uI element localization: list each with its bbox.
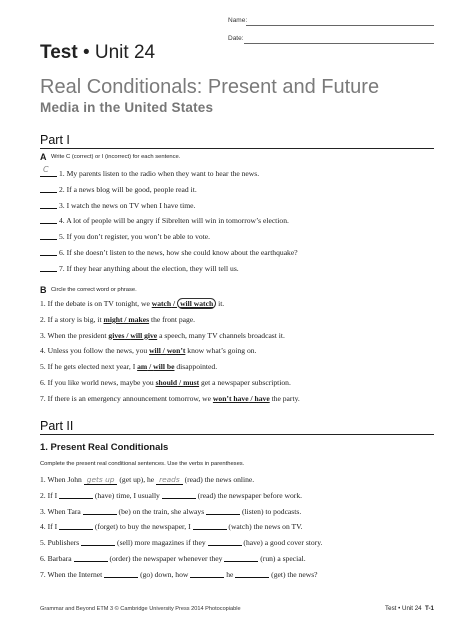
choice-option-2[interactable]: will give — [130, 330, 158, 340]
item-text-after: know what’s going on. — [185, 346, 257, 356]
item-text-b: (go) down, how — [138, 569, 191, 579]
item-text-a: If I — [47, 490, 59, 500]
item-number: 5. — [40, 538, 46, 548]
answer-mark: C — [43, 165, 49, 174]
choice-option-2[interactable]: must — [183, 378, 200, 387]
item-text: If she doesn’t listen to the news, how she could know about the earthquake? — [66, 248, 298, 257]
answer-field-3[interactable] — [235, 570, 269, 578]
item-text-b: (forget) to buy the newspaper, I — [93, 522, 193, 532]
page-number: T-1 — [425, 605, 434, 612]
item-number: 3. — [59, 200, 65, 210]
statement-item — [40, 263, 239, 274]
answer-field-2[interactable]: reads — [156, 476, 183, 485]
choice-option-1[interactable]: watch — [151, 299, 172, 308]
answer-blank[interactable] — [40, 165, 57, 177]
item-text: My parents listen to the radio when they want to hear the news. — [66, 169, 260, 178]
item-text-a: Barbara — [47, 554, 74, 563]
choice-item — [40, 299, 224, 309]
choice-option-2[interactable]: makes — [128, 314, 150, 324]
choice-item — [40, 315, 195, 325]
item-text-c: (run) a special. — [258, 554, 306, 563]
item-text-a: When the Internet — [47, 569, 105, 579]
statement-item — [40, 231, 210, 242]
item-text-b: (be) on the train, she always — [116, 506, 207, 516]
statement-item — [40, 200, 195, 211]
item-number: 4. — [40, 346, 46, 356]
item-number: 5. — [59, 232, 65, 242]
part-1-rule — [40, 148, 434, 149]
choice-option-2[interactable]: will watch — [177, 298, 216, 309]
item-text-before: If the debate is on TV tonight, we — [47, 299, 152, 308]
item-text-before: If you like world news, maybe you — [47, 378, 156, 387]
answer-field-2[interactable] — [224, 554, 258, 562]
item-number: 2. — [40, 314, 46, 324]
item-text: If you don’t register, you won’t be able to vote. — [66, 232, 211, 242]
section-b-letter: B — [40, 285, 47, 295]
footer-page — [385, 605, 434, 612]
item-text-a: When John — [47, 475, 84, 484]
item-number: 6. — [59, 248, 65, 257]
item-number: 7. — [40, 393, 46, 403]
choice-item — [40, 394, 300, 404]
choice-separator: / — [160, 346, 167, 356]
item-number: 2. — [59, 184, 65, 194]
choice-separator: / — [177, 378, 184, 387]
fill-in-item — [40, 475, 254, 485]
section-b-instruction: Circle the correct word or phrase. — [51, 287, 137, 293]
page-title: Real Conditionals: Present and Future — [40, 76, 380, 98]
answer-blank[interactable] — [40, 247, 57, 256]
item-text-c: he — [224, 569, 236, 579]
section-a-letter: A — [40, 152, 47, 162]
choice-item — [40, 378, 291, 388]
part-2-instruction: Complete the present real conditional sentences. Use the verbs in parentheses. — [40, 461, 245, 467]
item-text-c: (read) the news online. — [182, 475, 255, 484]
choice-option-1[interactable]: might — [103, 314, 123, 324]
item-text-before: Unless you follow the news, you — [47, 346, 150, 356]
item-number: 3. — [40, 330, 46, 340]
test-word: Test — [40, 42, 78, 63]
answer-field-1[interactable] — [104, 570, 138, 578]
statement-item — [40, 247, 298, 258]
answer-field-2[interactable] — [206, 507, 240, 515]
item-text-before: When the president — [47, 330, 109, 340]
answer-blank[interactable] — [40, 200, 57, 209]
item-number: 7. — [40, 569, 46, 579]
item-text-after: get a newspaper subscription. — [199, 378, 291, 387]
choice-item — [40, 346, 256, 356]
answer-field-2[interactable] — [162, 491, 196, 499]
answer-field-1[interactable] — [81, 538, 115, 546]
item-text-b: (get up), he — [117, 475, 157, 484]
item-text-a: Publishers — [47, 538, 82, 548]
page-subtitle: Media in the United States — [40, 100, 214, 115]
date-label: Date: — [228, 35, 244, 42]
item-text-after: a speech, many TV channels broadcast it. — [157, 330, 285, 340]
item-number: 2. — [40, 490, 46, 500]
item-text-b: (have) time, I usually — [93, 490, 162, 500]
fill-in-item — [40, 522, 303, 532]
item-number: 6. — [40, 554, 46, 563]
choice-item — [40, 331, 285, 341]
part-2-rule — [40, 434, 434, 435]
choice-option-1[interactable]: will — [149, 346, 161, 356]
choice-separator: / — [124, 330, 131, 340]
statement-item — [40, 215, 289, 226]
item-text-b: (sell) more magazines if they — [115, 538, 208, 548]
name-line — [246, 25, 434, 26]
item-text-before: If there is an emergency announcement tomorrow, we — [47, 393, 213, 403]
answer-field-1[interactable] — [74, 554, 108, 562]
fill-in-item — [40, 570, 318, 580]
part-2-heading: Part II — [40, 419, 74, 433]
item-text: A lot of people will be angry if Sibrelten will win in tomorrow’s election. — [66, 216, 289, 226]
choice-item — [40, 362, 217, 372]
item-number: 3. — [40, 506, 46, 516]
fill-in-item — [40, 507, 301, 517]
item-text-before: If a story is big, it — [47, 314, 104, 324]
choice-separator: / — [147, 362, 154, 372]
choice-option-1[interactable]: am — [137, 362, 148, 372]
item-number: 1. — [40, 475, 46, 484]
item-number: 4. — [40, 522, 46, 532]
item-text-c: (read) the newspaper before work. — [195, 490, 303, 500]
unit-label: Unit 24 — [94, 42, 156, 63]
item-text-after: the party. — [269, 393, 300, 403]
item-text-b: (order) the newspaper whenever they — [107, 554, 225, 563]
item-number: 4. — [59, 216, 65, 226]
answer-field-1[interactable] — [83, 507, 117, 515]
item-number: 1. — [40, 299, 46, 308]
choice-option-2[interactable]: won’t — [166, 346, 186, 356]
choice-separator: / — [122, 314, 129, 324]
answer-field-1[interactable]: gets up — [84, 476, 118, 485]
item-text-c: (watch) the news on TV. — [226, 522, 303, 532]
item-text-a: If I — [47, 522, 59, 532]
test-title: Test • Unit 24 — [40, 42, 156, 63]
choice-option-2[interactable]: will be — [153, 362, 175, 372]
choice-option-2[interactable]: have — [254, 393, 270, 403]
statement-item — [40, 165, 260, 179]
answer-blank[interactable] — [40, 184, 57, 193]
item-number: 5. — [40, 362, 46, 372]
choice-option-1[interactable]: gives — [108, 330, 125, 340]
item-number: 6. — [40, 378, 46, 387]
item-text-after: disappointed. — [174, 362, 218, 372]
choice-separator: / — [248, 393, 255, 403]
item-text-a: When Tara — [47, 506, 83, 516]
fill-in-item — [40, 554, 306, 564]
answer-blank[interactable] — [40, 263, 57, 272]
statement-item — [40, 184, 197, 195]
item-number: 7. — [59, 263, 65, 273]
answer-field-2[interactable] — [193, 522, 227, 530]
answer-blank[interactable] — [40, 231, 57, 240]
fill-in-item — [40, 491, 302, 501]
footer-unit: Test • Unit 24 — [385, 605, 422, 612]
item-text-d: (get) the news? — [269, 569, 318, 579]
item-text: If they hear anything about the election, they will tell us. — [66, 263, 239, 273]
part-2-subheading: 1. Present Real Conditionals — [40, 442, 169, 453]
item-text: I watch the news on TV when I have time. — [66, 200, 196, 210]
item-text: If a news blog will be good, people read it. — [66, 184, 197, 194]
fill-in-item — [40, 538, 322, 548]
part-1-heading: Part I — [40, 133, 70, 147]
item-text-after: it. — [216, 299, 225, 308]
choice-separator: / — [171, 299, 178, 308]
choice-option-1[interactable]: won’t have — [212, 393, 249, 403]
item-text-before: If he gets elected next year, I — [47, 362, 138, 372]
answer-blank[interactable] — [40, 215, 57, 224]
choice-option-1[interactable]: should — [155, 378, 178, 387]
item-text-after: the front page. — [149, 314, 196, 324]
item-text-c: (have) a good cover story. — [241, 538, 323, 548]
answer-field-1[interactable] — [59, 522, 93, 530]
date-line — [244, 43, 434, 44]
item-text-c: (listen) to podcasts. — [240, 506, 302, 516]
answer-field-1[interactable] — [59, 491, 93, 499]
name-label: Name: — [228, 17, 248, 24]
answer-field-2[interactable] — [208, 538, 242, 546]
item-number: 1. — [59, 169, 65, 178]
section-a-instruction: Write C (correct) or I (incorrect) for each sentence. — [51, 154, 181, 160]
footer-copyright: Grammar and Beyond ETM 3 © Cambridge University Press 2014 Photocopiable — [40, 606, 241, 612]
answer-field-2[interactable] — [190, 570, 224, 578]
